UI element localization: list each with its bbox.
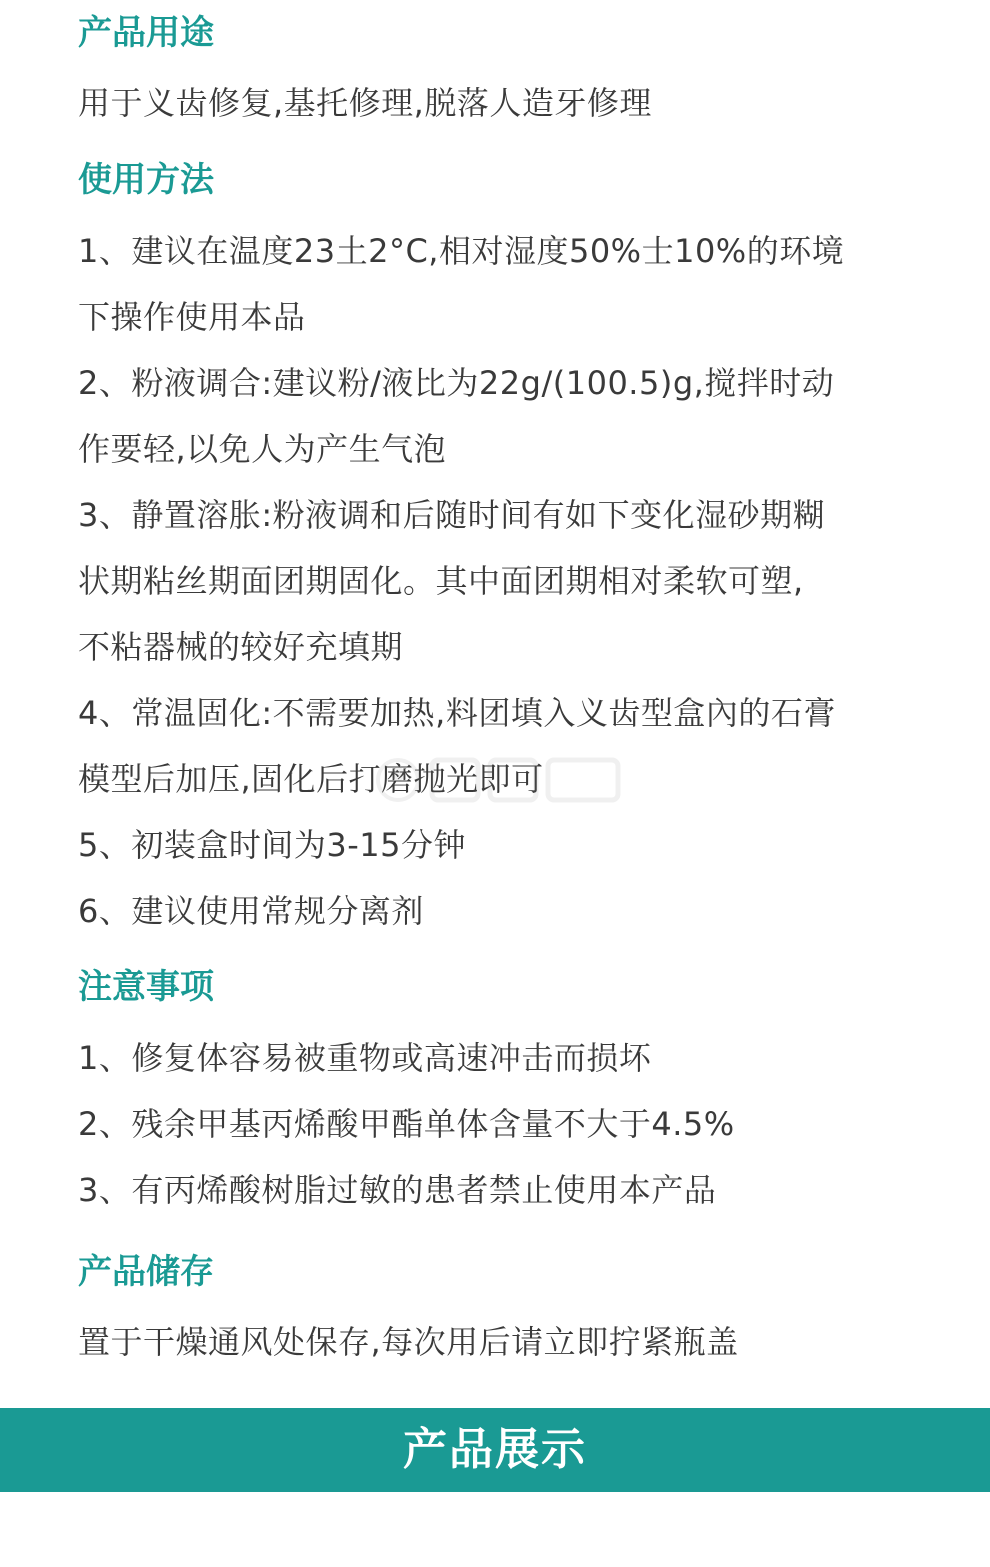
method-line: 4、常温固化:不需要加热,料团填入义齿型盒內的石膏 [78,694,836,732]
method-line: 1、建议在温度23土2°C,相对湿度50%士10%的环境 [78,232,845,270]
footer-banner [0,1408,990,1492]
precaution-line: 1、修复体容易被重物或高速冲击而损坏 [78,1039,652,1077]
method-line: 不粘器械的较好充填期 [78,628,404,666]
section-title-usage: 产品用途 [78,13,214,53]
section-title-method: 使用方法 [78,160,214,200]
precaution-line: 3、有丙烯酸树脂过敏的患者禁止使用本产品 [78,1171,717,1209]
section-title-precautions: 注意事项 [78,967,214,1007]
storage-line: 置于干燥通风处保存,每次用后请立即拧紧瓶盖 [78,1323,739,1361]
method-line: 作要轻,以免人为产生气泡 [78,430,447,468]
method-line: 下操作使用本品 [78,298,306,336]
method-line: 模型后加压,固化后打磨抛光即可 [78,760,544,798]
usage-line: 用于义齿修复,基托修理,脱落人造牙修理 [78,84,652,122]
method-line: 3、静置溶胀:粉液调和后随时间有如下变化湿砂期糊 [78,496,826,534]
method-line: 6、建议使用常规分离剂 [78,892,424,930]
method-line: 5、初装盒时间为3-15分钟 [78,826,466,864]
section-title-storage: 产品储存 [78,1252,214,1292]
method-line: 2、粉液调合:建议粉/液比为22g/(100.5)g,搅拌时动 [78,364,835,402]
footer-title: 产品展示 [403,1424,587,1475]
method-line: 状期粘丝期面团期固化。其中面团期相对柔软可塑, [78,562,804,600]
precaution-line: 2、残余甲基丙烯酸甲酯单体含量不大于4.5% [78,1105,735,1143]
